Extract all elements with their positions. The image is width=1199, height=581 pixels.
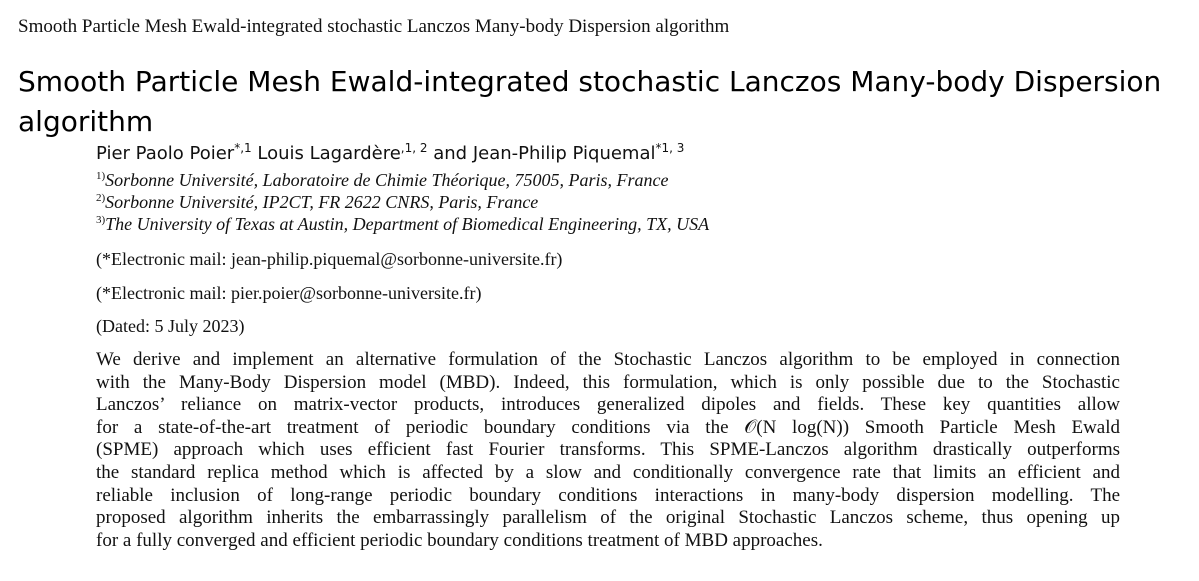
abstract-line: the standard replica method which is affected by a slow and conditionally convergence rate that limits an efficient and (96, 461, 1120, 483)
author-affiliation-marks: *,1 (234, 141, 252, 155)
affiliation-number: 3) (96, 214, 106, 226)
affiliation-text: Sorbonne Université, IP2CT, FR 2622 CNRS, Paris, France (105, 192, 539, 212)
affiliation (96, 214, 709, 235)
affiliation-number: 2) (96, 192, 106, 204)
abstract-line: for a fully converged and efficient periodic boundary conditions treatment of MBD approaches. (96, 529, 823, 551)
author-separator: and (427, 143, 473, 164)
email-line: (*Electronic mail: jean-philip.piquemal@sorbonne-universite.fr) (96, 249, 563, 269)
affiliation-text: Sorbonne Université, Laboratoire de Chimie Théorique, 75005, Paris, France (105, 170, 669, 190)
dated-line: (Dated: 5 July 2023) (96, 316, 245, 336)
abstract-line: We derive and implement an alternative formulation of the Stochastic Lanczos algorithm to be employed in connection (96, 349, 1120, 370)
abstract-line: reliable inclusion of long-range periodic boundary conditions interactions in many-body dispersion modelling. The (96, 484, 1120, 506)
paper-title: Smooth Particle Mesh Ewald-integrated stochastic Lanczos Many-body Dispersion algorithm (18, 65, 1162, 138)
abstract-line: with the Many-Body Dispersion model (MBD). Indeed, this formulation, which is only possible due to the Stochastic (96, 371, 1120, 393)
author-name: Louis Lagardère (257, 143, 401, 164)
abstract-line: (SPME) approach which uses efficient fast Fourier transforms. This SPME-Lanczos algorithm drastically outperforms (96, 439, 1120, 461)
author-affiliation-marks: *1, 3 (655, 141, 685, 155)
affiliation (96, 192, 538, 213)
abstract-line: Lanczos’ reliance on matrix-vector products, introduces generalized dipoles and fields. These key quantities allow (96, 394, 1120, 416)
author-list (96, 141, 684, 164)
affiliation (96, 170, 668, 191)
author-name: Pier Paolo Poier (96, 143, 235, 164)
abstract (96, 349, 1120, 552)
abstract-line: for a state-of-the-art treatment of periodic boundary conditions via the 𝒪(N log(N)) Smooth Particle Mesh Ewald (96, 416, 1120, 438)
running-header: Smooth Particle Mesh Ewald-integrated stochastic Lanczos Many-body Dispersion algorithm (18, 16, 730, 37)
affiliation-number: 1) (96, 170, 106, 182)
email-line: (*Electronic mail: pier.poier@sorbonne-universite.fr) (96, 283, 482, 303)
affiliation-text: The University of Texas at Austin, Department of Biomedical Engineering, TX, USA (105, 214, 710, 234)
author-name: Jean-Philip Piquemal (472, 143, 656, 164)
author-affiliation-marks: ,1, 2 (400, 141, 428, 155)
abstract-line: proposed algorithm inherits the embarrassingly parallelism of the original Stochastic Lanczos scheme, thus opening up (96, 507, 1120, 529)
